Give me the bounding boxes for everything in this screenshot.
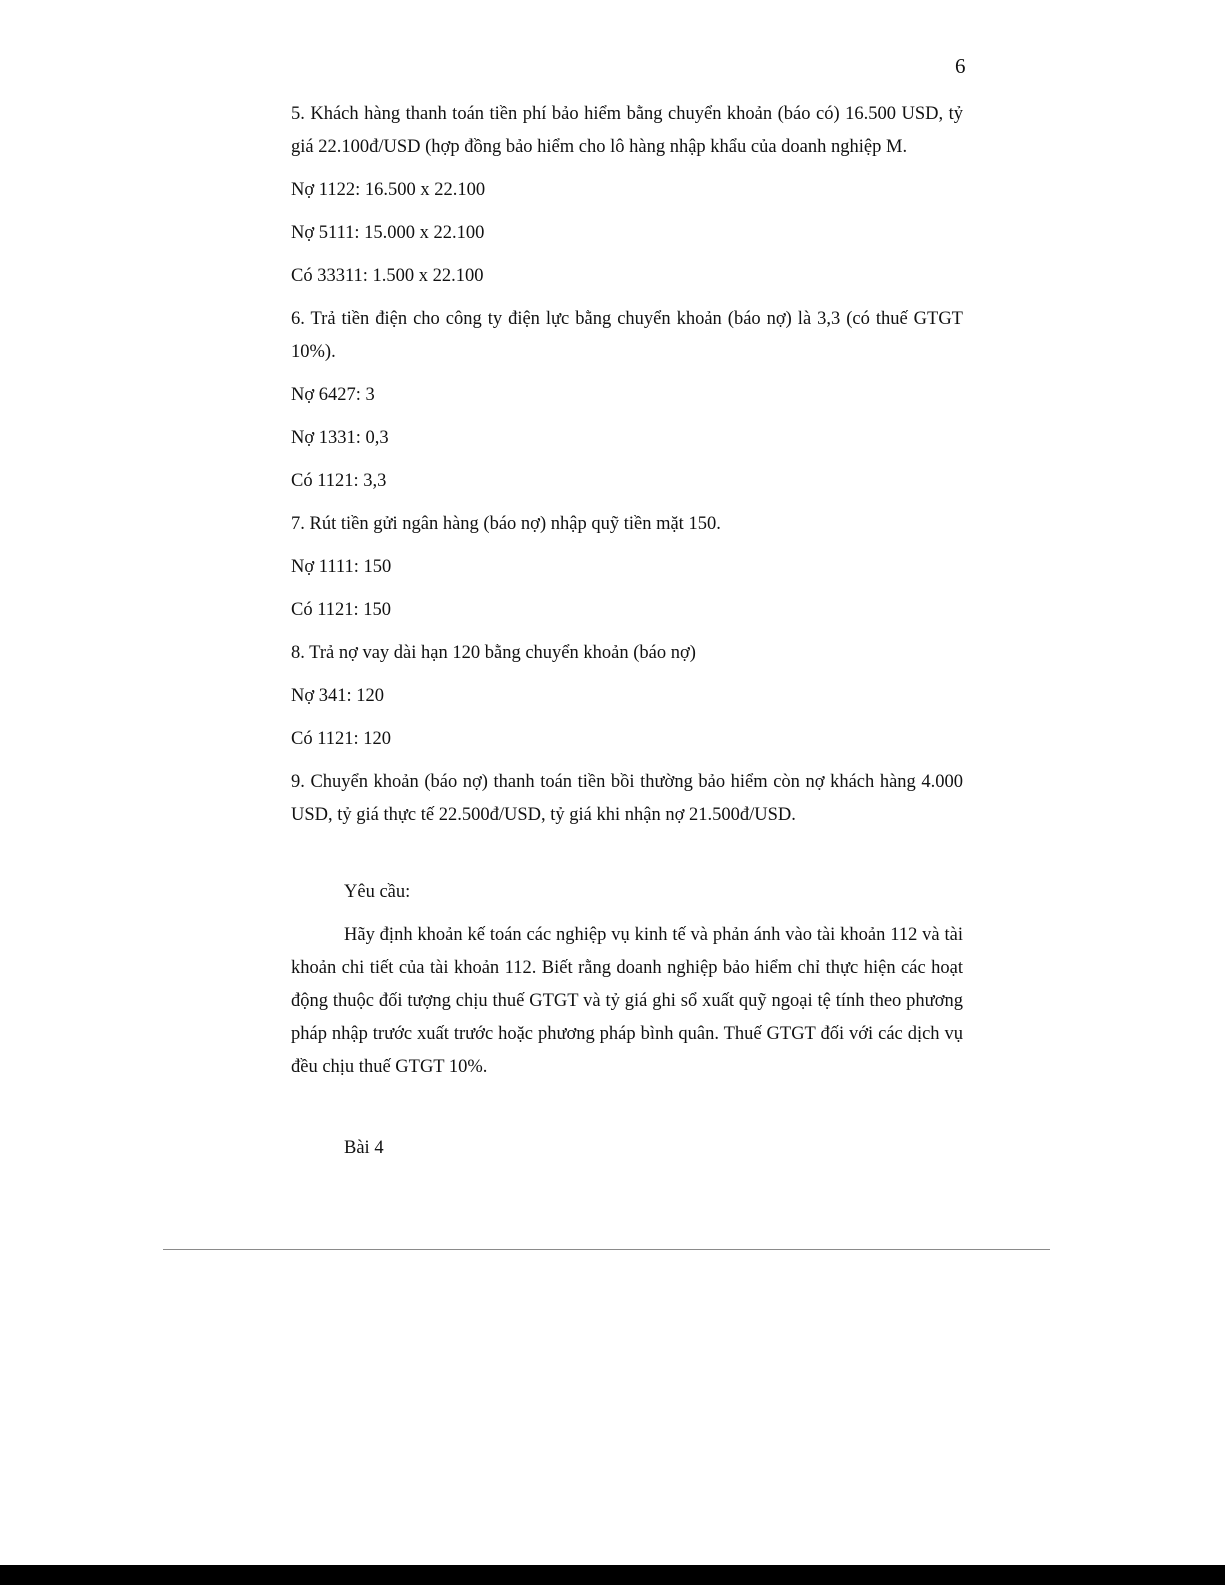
page-bottom-divider [163, 1249, 1050, 1250]
requirement-heading: Yêu cầu: [344, 882, 411, 902]
transaction-6-text: 6. Trả tiền điện cho công ty điện lực bằng chuyển khoản (báo nợ) là 3,3 (có thuế GTGT 10%). [291, 309, 963, 362]
journal-entry: Nợ 5111: 15.000 x 22.100 [291, 223, 485, 243]
journal-entry: Nợ 1331: 0,3 [291, 428, 389, 448]
transaction-5-text: 5. Khách hàng thanh toán tiền phí bảo hiểm bằng chuyển khoản (báo có) 16.500 USD, tỷ giá 22.100đ/USD (hợp đồng bảo hiểm cho lô hàng nhập khẩu của doanh nghiệp M. [291, 104, 963, 157]
next-exercise-heading: Bài 4 [344, 1138, 384, 1158]
page-edge-bar [0, 1565, 1225, 1585]
journal-entry: Nợ 1122: 16.500 x 22.100 [291, 180, 486, 200]
document-body [291, 98, 963, 1175]
transaction-7-text: 7. Rút tiền gửi ngân hàng (báo nợ) nhập quỹ tiền mặt 150. [291, 514, 721, 534]
requirement-body: Hãy định khoản kế toán các nghiệp vụ kinh tế và phản ánh vào tài khoản 112 và tài khoản chi tiết của tài khoản 112. Biết rằng doanh nghiệp bảo hiểm chỉ thực hiện các hoạt động thuộc đối tượng chịu thuế GTGT và tỷ giá ghi sổ xuất quỹ ngoại tệ tính theo phương pháp nhập trước xuất trước hoặc phương pháp bình quân. Thuế GTGT đối với các dịch vụ đều chịu thuế GTGT 10%. [291, 925, 963, 1077]
journal-entry: Có 1121: 150 [291, 600, 392, 620]
journal-entry: Có 1121: 120 [291, 729, 392, 749]
journal-entry: Nợ 1111: 150 [291, 557, 392, 577]
journal-entry: Có 33311: 1.500 x 22.100 [291, 266, 484, 286]
transaction-8-text: 8. Trả nợ vay dài hạn 120 bằng chuyển khoản (báo nợ) [291, 643, 696, 663]
page-number: 6 [955, 54, 966, 78]
journal-entry: Nợ 6427: 3 [291, 385, 375, 405]
transaction-9-text: 9. Chuyển khoản (báo nợ) thanh toán tiền bồi thường bảo hiểm còn nợ khách hàng 4.000 USD, tỷ giá thực tế 22.500đ/USD, tỷ giá khi nhận nợ 21.500đ/USD. [291, 772, 963, 825]
journal-entry: Có 1121: 3,3 [291, 471, 387, 491]
journal-entry: Nợ 341: 120 [291, 686, 385, 706]
